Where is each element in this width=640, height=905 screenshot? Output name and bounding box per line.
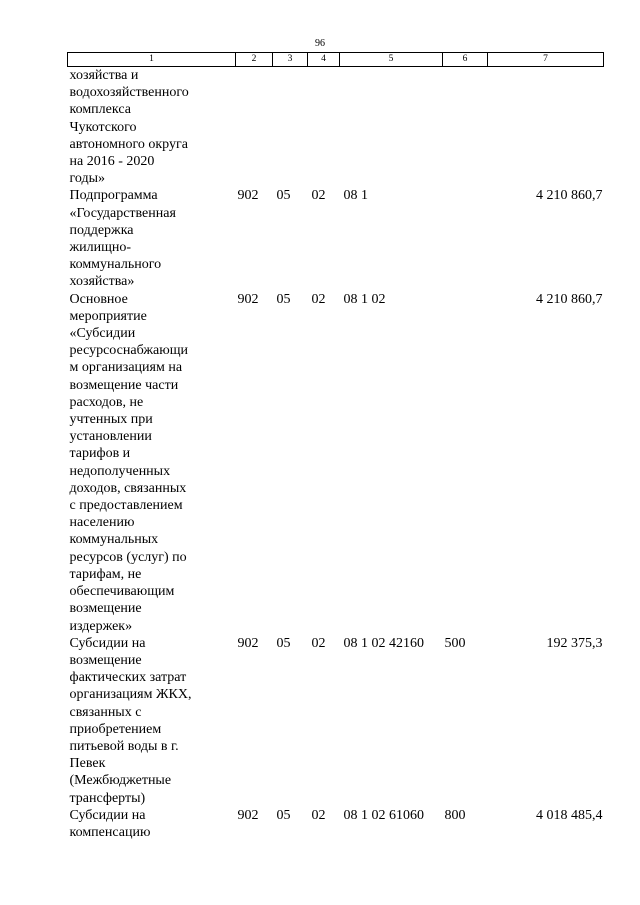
row-subsection-code: 02 [311,188,326,204]
table-row [68,187,604,290]
row-expense-type [443,291,488,635]
row-target-article: 08 1 02 [343,291,386,307]
row-expense-type: 500 [444,635,466,651]
row-amount: 4 210 860,7 [536,291,603,307]
row-target-article [340,67,443,188]
row-name: Субсидии на возмещение фактических затрат организациям ЖКХ, связанных с приобретением питьевой воды в г. Певек (Межбюджетные трансферты) [69,635,192,806]
row-subsection-code: 02 [311,635,326,651]
row-name-cell [68,807,236,841]
row-target-article: 08 1 [343,188,368,204]
row-name: Субсидии на компенсацию [69,807,151,840]
header-col-5: 5 [340,53,443,67]
table-row [68,67,604,188]
row-ministry-code [236,67,273,188]
row-ministry-code: 902 [237,635,259,651]
row-section-code: 05 [276,188,291,204]
row-name: Подпрограмма «Государственная поддержка жилищно- коммунального хозяйства» [69,188,176,290]
header-col-4: 4 [308,53,340,67]
header-col-2: 2 [236,53,273,67]
page-number: 96 [315,38,325,49]
row-section-code: 05 [276,807,291,823]
row-section-code: 05 [276,635,291,651]
row-expense-type [443,67,488,188]
row-section-code: 05 [276,291,291,307]
row-section-code [273,67,308,188]
row-ministry-code: 902 [237,188,259,204]
row-expense-type [443,187,488,290]
row-amount: 4 018 485,4 [536,807,603,823]
row-amount: 192 375,3 [546,635,603,651]
budget-table [67,52,604,841]
row-ministry-code: 902 [237,807,259,823]
row-name: хозяйства и водохозяйственного комплекса Чукотского автономного округа на 2016 - 2020 годы» [69,68,189,187]
row-expense-type: 800 [444,807,466,823]
row-name-cell [68,187,236,290]
row-ministry-code: 902 [237,291,259,307]
row-target-article: 08 1 02 61060 [343,807,424,823]
table-header-row [68,53,604,67]
row-subsection-code: 02 [311,807,326,823]
row-subsection-code [308,67,340,188]
row-amount: 4 210 860,7 [536,188,603,204]
table-row [68,635,604,807]
row-subsection-code: 02 [311,291,326,307]
header-col-6: 6 [443,53,488,67]
row-amount [488,67,604,188]
row-target-article: 08 1 02 42160 [343,635,424,651]
header-col-1: 1 [68,53,236,67]
row-name: Основное мероприятие «Субсидии ресурсоснабжающи м организациям на возмещение части расходов, не учтенных при установлении тарифов и недополученных доходов, связанных с предоставлением населению коммунальных ресурсов (услуг) по тарифам, не обеспечивающим возмещение издержек» [69,291,188,634]
row-name-cell [68,67,236,188]
table-row [68,291,604,635]
header-col-7: 7 [488,53,604,67]
row-name-cell [68,635,236,807]
row-name-cell [68,291,236,635]
table-row [68,807,604,841]
header-col-3: 3 [273,53,308,67]
